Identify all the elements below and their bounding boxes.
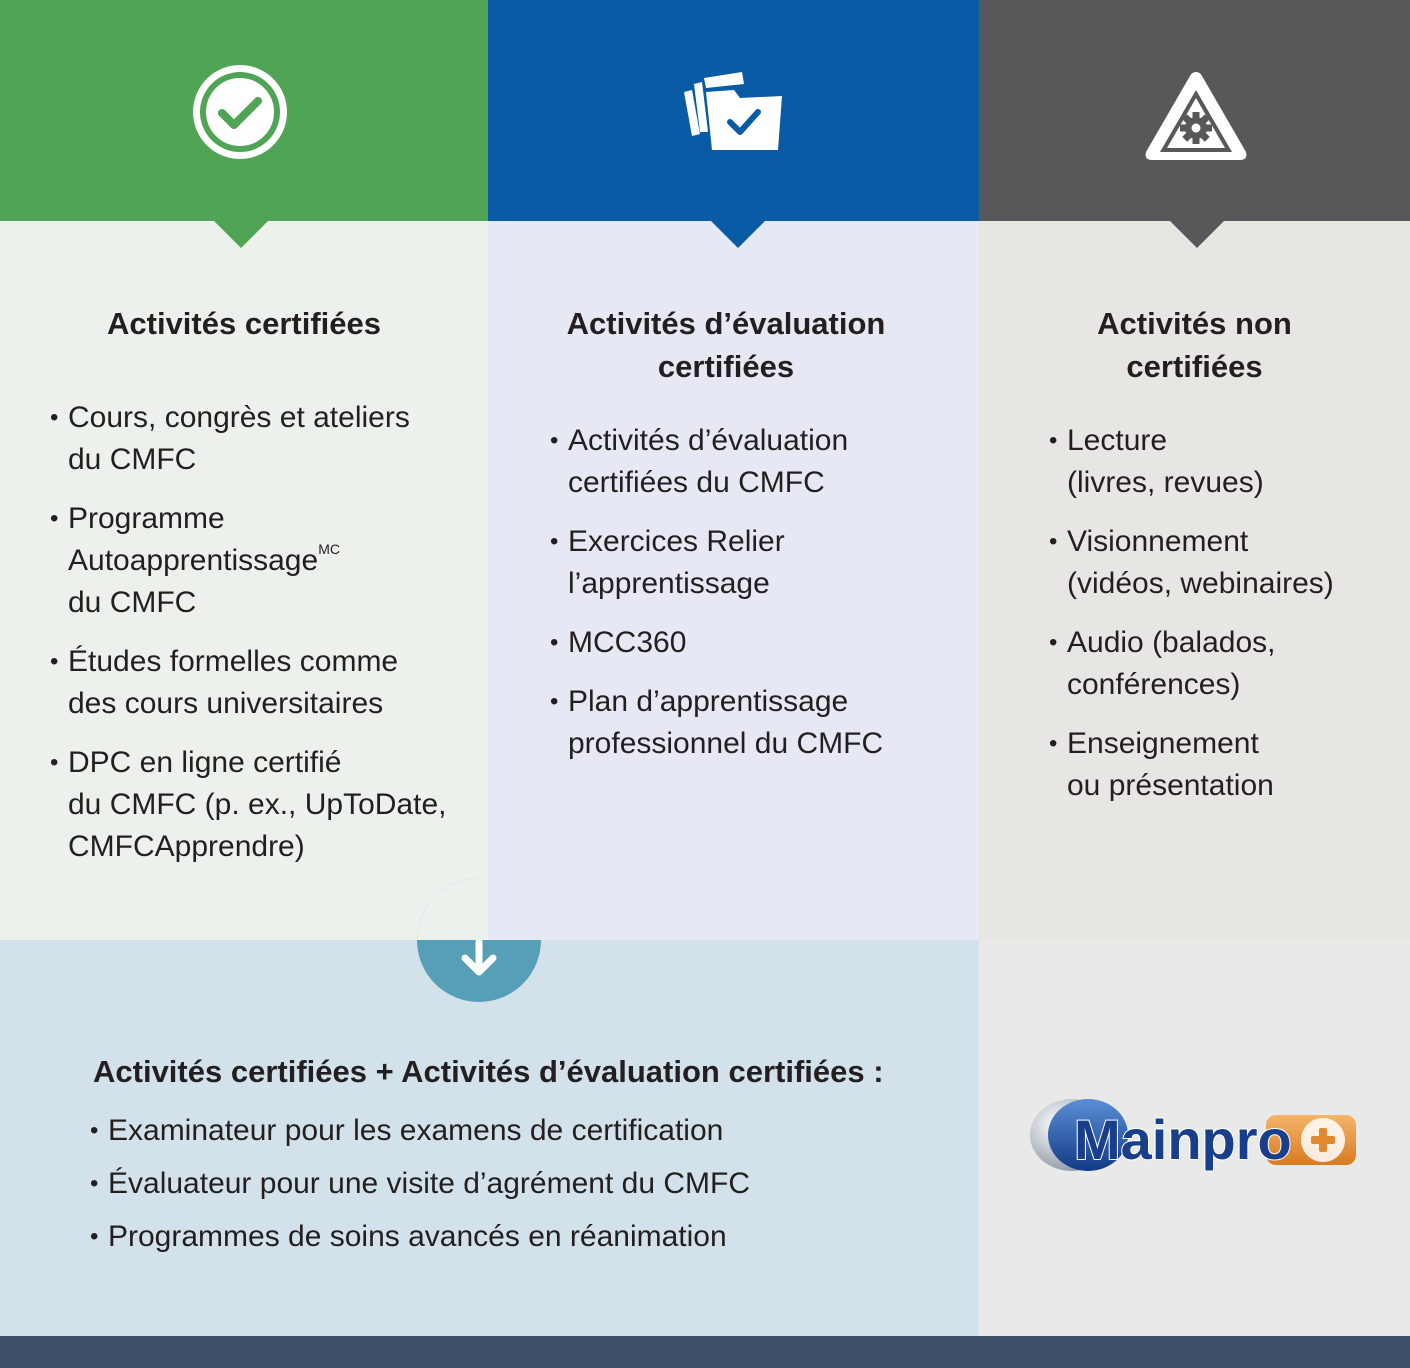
list-item: • Enseignement ou présentation	[1049, 723, 1409, 807]
plus-icon	[1301, 1118, 1345, 1162]
list-item: • Plan d’apprentissage professionnel du CMFC	[550, 681, 970, 765]
folder-check-icon	[682, 70, 786, 154]
list-item: • Visionnement (vidéos, webinaires)	[1049, 521, 1409, 605]
logo-text: Mainpro	[1074, 1108, 1292, 1171]
list-item: • Programme Autoapprentissage$^{MC}$ du CMFC	[50, 498, 480, 624]
arrow-down-icon	[459, 940, 499, 980]
combined-list	[90, 1110, 750, 1269]
mainpro-logo	[1028, 1095, 1358, 1175]
column-title: Activités d’évaluation certifiées	[566, 306, 886, 384]
arrow-down-circle	[417, 878, 541, 1002]
non-certified-list	[1049, 420, 1409, 824]
check-circle-icon	[193, 65, 287, 159]
warning-gear-icon	[1142, 68, 1250, 164]
list-item: • Programmes de soins avancés en réanimation	[90, 1216, 750, 1258]
column-certified	[0, 0, 488, 940]
column-title: Activités certifiées	[107, 306, 381, 341]
header-notch	[1169, 220, 1225, 248]
certified-list	[50, 397, 480, 885]
column-title: Activités non certifiées	[1097, 306, 1292, 384]
assessment-list	[550, 420, 970, 782]
footer-bar	[0, 1336, 1410, 1368]
list-item: • Activités d’évaluation certifiées du CMFC	[550, 420, 970, 504]
list-item: • Examinateur pour les examens de certification	[90, 1110, 750, 1152]
list-item: • Exercices Relier l’apprentissage	[550, 521, 970, 605]
list-item: • Lecture (livres, revues)	[1049, 420, 1409, 504]
list-item: • Études formelles comme des cours universitaires	[50, 641, 480, 725]
list-item: • MCC360	[550, 622, 970, 664]
header-notch	[710, 220, 766, 248]
list-item: • Cours, congrès et ateliers du CMFC	[50, 397, 480, 481]
list-item: • DPC en ligne certifié du CMFC (p. ex., UpToDate, CMFCApprendre)	[50, 742, 480, 868]
list-item: • Évaluateur pour une visite d’agrément du CMFC	[90, 1163, 750, 1205]
header-notch	[213, 220, 269, 248]
column-assessment-certified	[488, 0, 979, 940]
combined-title: Activités certifiées + Activités d’évaluation certifiées :	[93, 1054, 884, 1089]
column-non-certified	[979, 0, 1410, 940]
list-item: • Audio (balados, conférences)	[1049, 622, 1409, 706]
